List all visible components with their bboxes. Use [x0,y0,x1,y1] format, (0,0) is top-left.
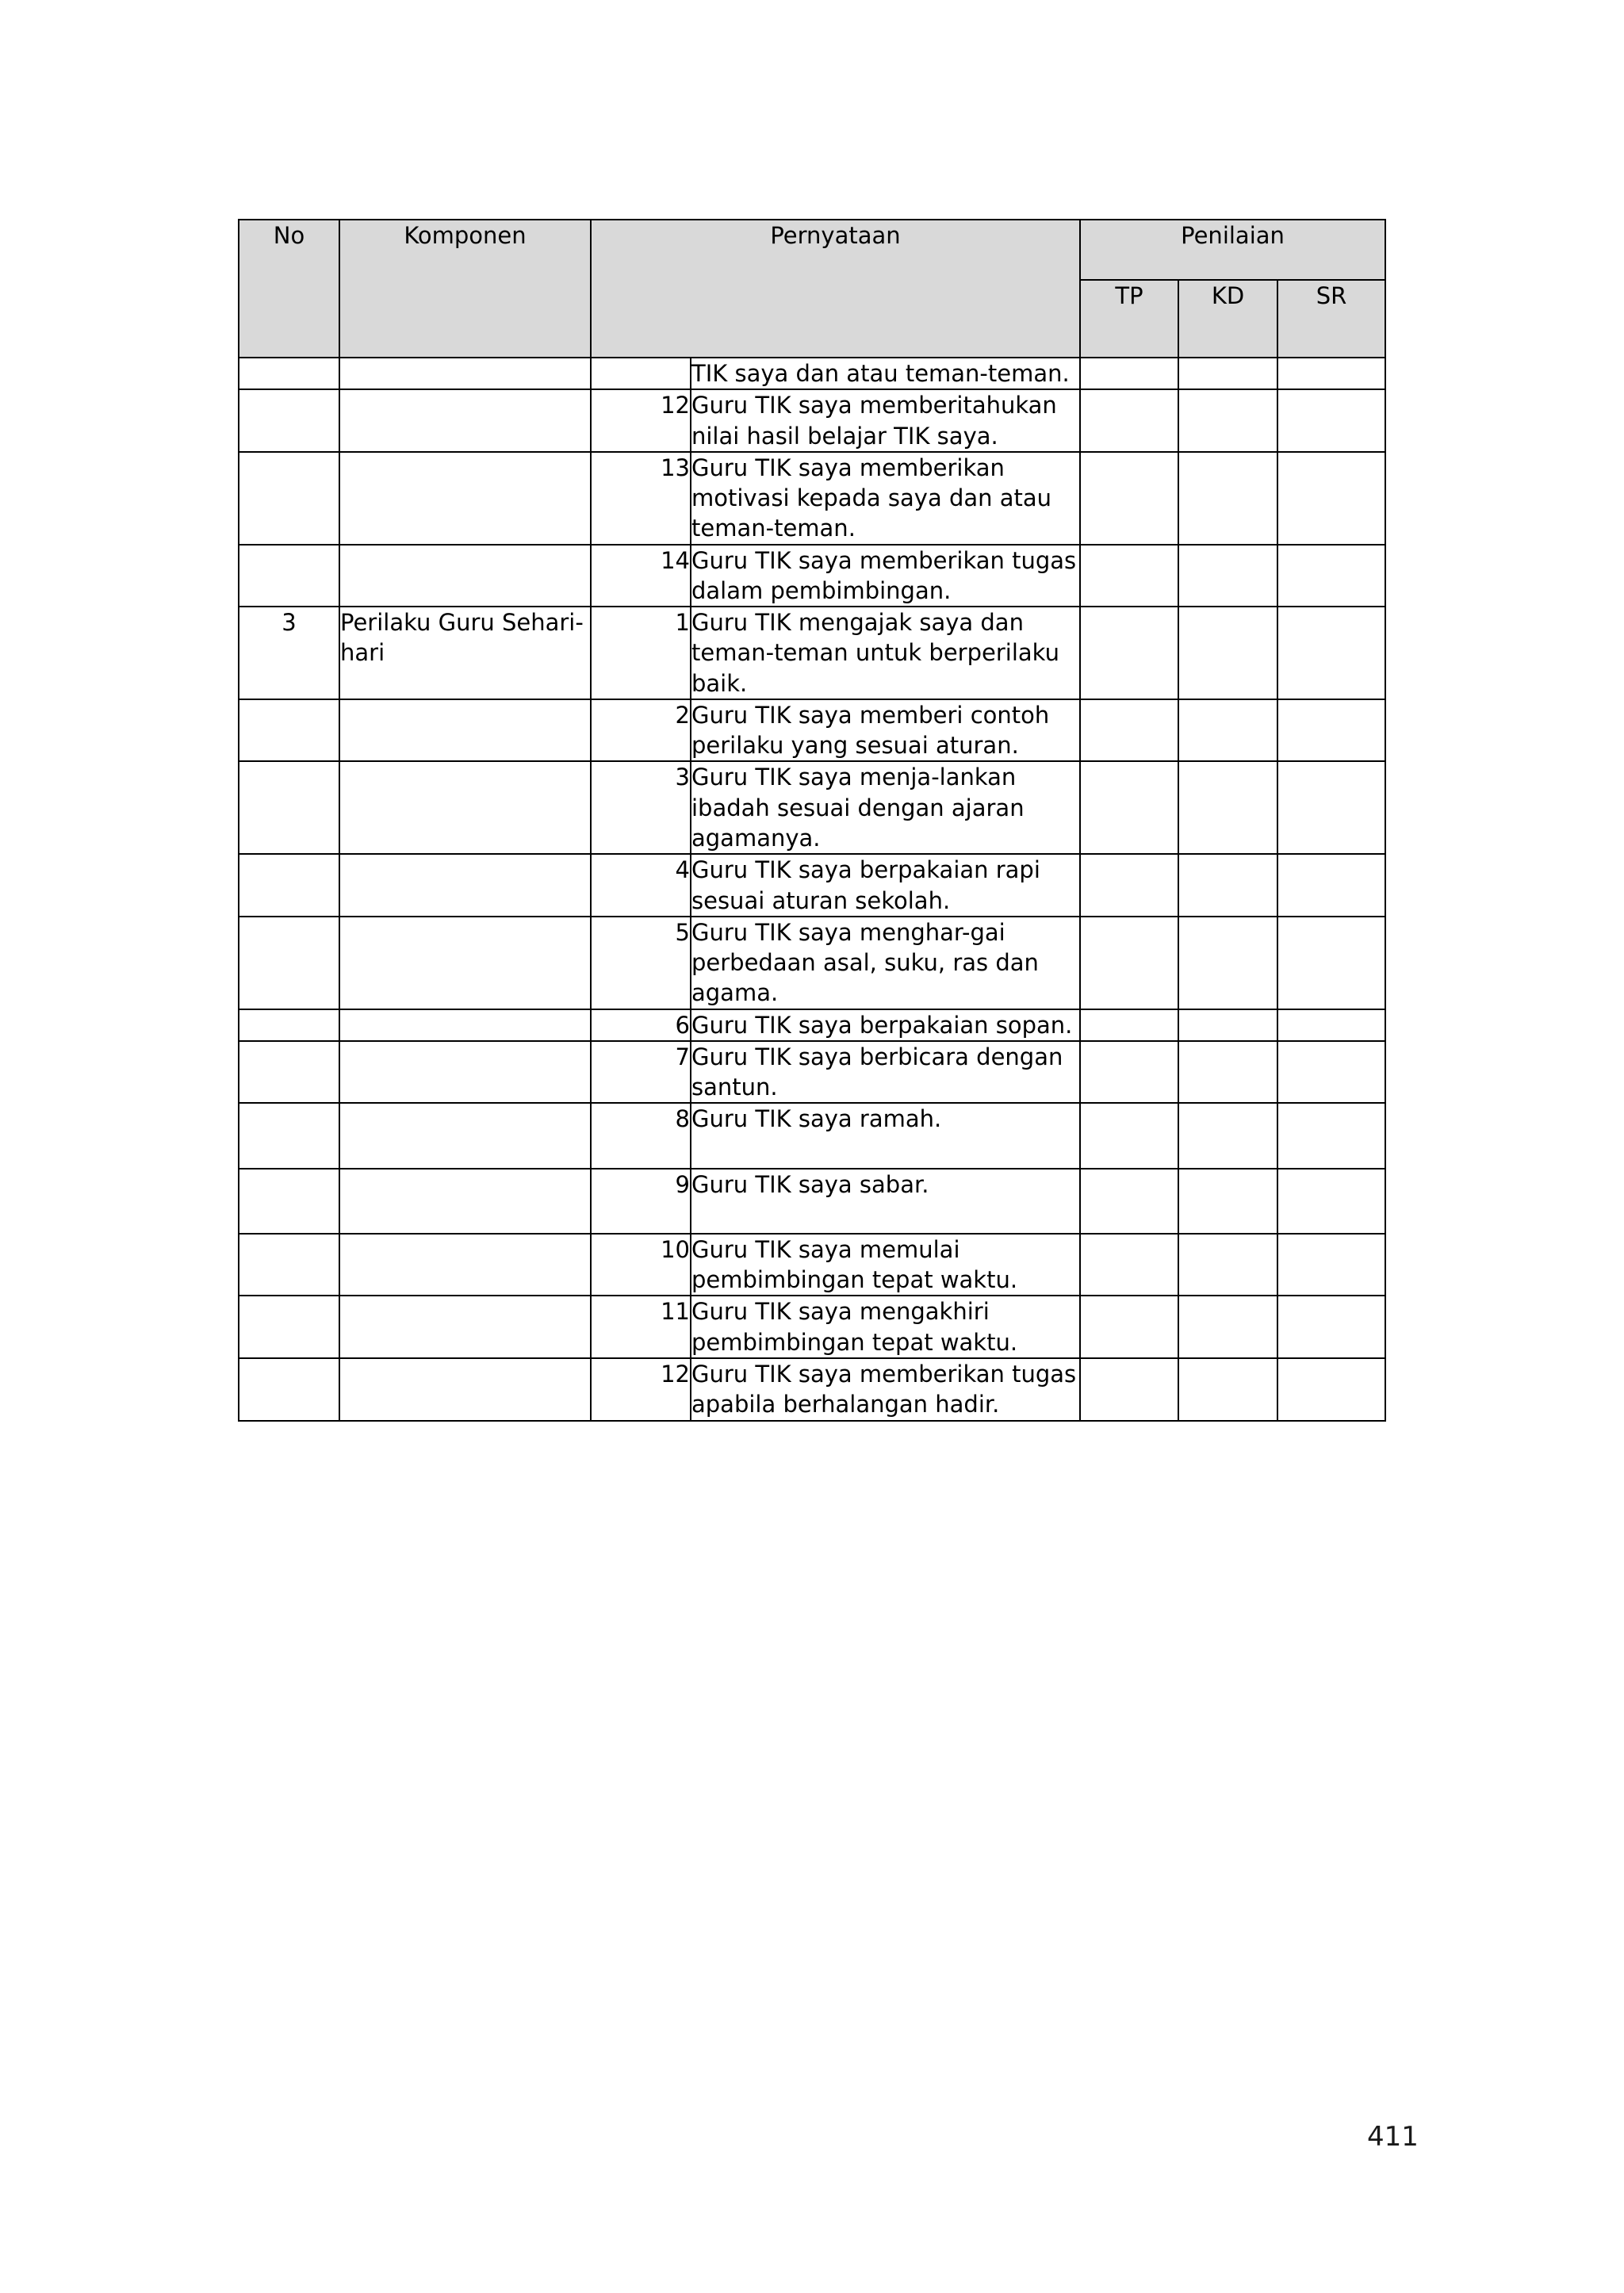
cell-rating-sr[interactable] [1277,854,1385,917]
cell-rating-kd[interactable] [1178,1234,1277,1296]
cell-item-number: 1 [591,607,691,699]
column-header-tp: TP [1080,280,1178,358]
column-header-no: No [239,220,339,358]
cell-komponen [339,1169,591,1234]
cell-komponen [339,1103,591,1168]
cell-komponen [339,854,591,917]
evaluation-table [238,219,1386,1422]
cell-no [239,545,339,607]
cell-item-number: 12 [591,1358,691,1421]
cell-rating-tp[interactable] [1080,1234,1178,1296]
cell-rating-sr[interactable] [1277,1169,1385,1234]
cell-item-number: 2 [591,699,691,762]
cell-komponen [339,452,591,545]
cell-no [239,917,339,1009]
cell-komponen [339,1234,591,1296]
cell-no [239,389,339,452]
cell-rating-tp[interactable] [1080,699,1178,762]
cell-rating-tp[interactable] [1080,1009,1178,1041]
cell-rating-tp[interactable] [1080,1103,1178,1168]
cell-rating-kd[interactable] [1178,1103,1277,1168]
cell-no [239,358,339,389]
cell-statement: Guru TIK saya ramah. [691,1103,1080,1168]
cell-rating-sr[interactable] [1277,1234,1385,1296]
header-row-primary [239,220,1385,280]
cell-item-number: 7 [591,1041,691,1104]
cell-komponen [339,699,591,762]
table-row [239,358,1385,389]
cell-rating-tp[interactable] [1080,607,1178,699]
cell-komponen [339,389,591,452]
cell-rating-sr[interactable] [1277,545,1385,607]
cell-komponen [339,1009,591,1041]
cell-rating-tp[interactable] [1080,1041,1178,1104]
cell-item-number: 14 [591,545,691,607]
cell-komponen: Perilaku Guru Sehari-hari [339,607,591,699]
table-header [239,220,1385,358]
column-header-komponen: Komponen [339,220,591,358]
cell-rating-kd[interactable] [1178,545,1277,607]
table-row [239,1009,1385,1041]
cell-rating-sr[interactable] [1277,1358,1385,1421]
cell-no [239,699,339,762]
page-number: 411 [1367,2121,1419,2153]
cell-rating-tp[interactable] [1080,452,1178,545]
table-row [239,1041,1385,1104]
cell-item-number: 12 [591,389,691,452]
cell-item-number: 6 [591,1009,691,1041]
column-header-pernyataan: Pernyataan [591,220,1080,358]
table-row [239,1296,1385,1358]
cell-statement: Guru TIK saya menghar-gai perbedaan asal, suku, ras dan agama. [691,917,1080,1009]
cell-item-number: 4 [591,854,691,917]
table-row [239,699,1385,762]
cell-komponen [339,545,591,607]
cell-no [239,854,339,917]
cell-komponen [339,917,591,1009]
cell-rating-sr[interactable] [1277,389,1385,452]
cell-no [239,452,339,545]
cell-statement: Guru TIK saya memberi contoh perilaku yang sesuai aturan. [691,699,1080,762]
cell-statement: Guru TIK saya sabar. [691,1169,1080,1234]
table-row [239,1103,1385,1168]
cell-rating-sr[interactable] [1277,917,1385,1009]
cell-statement: Guru TIK saya memberikan tugas dalam pembimbingan. [691,545,1080,607]
cell-rating-tp[interactable] [1080,854,1178,917]
cell-statement: Guru TIK saya berpakaian rapi sesuai aturan sekolah. [691,854,1080,917]
cell-rating-sr[interactable] [1277,1009,1385,1041]
cell-rating-kd[interactable] [1178,1296,1277,1358]
cell-statement: Guru TIK saya mengakhiri pembimbingan tepat waktu. [691,1296,1080,1358]
cell-rating-kd[interactable] [1178,358,1277,389]
cell-no [239,1103,339,1168]
cell-rating-sr[interactable] [1277,1103,1385,1168]
cell-rating-kd[interactable] [1178,1169,1277,1234]
cell-no [239,1169,339,1234]
cell-item-number: 10 [591,1234,691,1296]
cell-rating-tp[interactable] [1080,761,1178,854]
cell-item-number: 13 [591,452,691,545]
table-body [239,358,1385,1421]
cell-item-number: 3 [591,761,691,854]
cell-rating-tp[interactable] [1080,917,1178,1009]
cell-rating-tp[interactable] [1080,1358,1178,1421]
table-row [239,607,1385,699]
cell-item-number: 11 [591,1296,691,1358]
cell-komponen [339,1296,591,1358]
cell-statement: Guru TIK saya memulai pembimbingan tepat waktu. [691,1234,1080,1296]
table-row [239,917,1385,1009]
table-row [239,761,1385,854]
cell-rating-kd[interactable] [1178,761,1277,854]
table-row [239,1169,1385,1234]
table-row [239,1234,1385,1296]
cell-rating-sr[interactable] [1277,699,1385,762]
cell-rating-kd[interactable] [1178,389,1277,452]
cell-item-number: 5 [591,917,691,1009]
table-row [239,1358,1385,1421]
cell-statement: Guru TIK saya berbicara dengan santun. [691,1041,1080,1104]
cell-item-number: 8 [591,1103,691,1168]
cell-rating-kd[interactable] [1178,452,1277,545]
cell-rating-kd[interactable] [1178,1009,1277,1041]
cell-rating-sr[interactable] [1277,1296,1385,1358]
cell-rating-tp[interactable] [1080,545,1178,607]
table-row [239,452,1385,545]
column-header-penilaian: Penilaian [1080,220,1385,280]
cell-statement: Guru TIK saya memberitahukan nilai hasil belajar TIK saya. [691,389,1080,452]
cell-rating-tp[interactable] [1080,358,1178,389]
cell-no [239,1041,339,1104]
cell-statement: Guru TIK saya berpakaian sopan. [691,1009,1080,1041]
cell-komponen [339,1041,591,1104]
cell-no [239,761,339,854]
cell-rating-tp[interactable] [1080,389,1178,452]
cell-rating-kd[interactable] [1178,1041,1277,1104]
table-row [239,545,1385,607]
cell-rating-kd[interactable] [1178,917,1277,1009]
cell-rating-sr[interactable] [1277,761,1385,854]
cell-rating-sr[interactable] [1277,358,1385,389]
table-row [239,854,1385,917]
cell-statement: TIK saya dan atau teman-teman. [691,358,1080,389]
cell-rating-sr[interactable] [1277,607,1385,699]
cell-komponen [339,358,591,389]
cell-rating-sr[interactable] [1277,1041,1385,1104]
cell-item-number: 9 [591,1169,691,1234]
cell-statement: Guru TIK saya memberikan motivasi kepada saya dan atau teman-teman. [691,452,1080,545]
cell-komponen [339,1358,591,1421]
cell-no [239,1358,339,1421]
column-header-kd: KD [1178,280,1277,358]
cell-rating-tp[interactable] [1080,1296,1178,1358]
column-header-sr: SR [1277,280,1385,358]
cell-rating-tp[interactable] [1080,1169,1178,1234]
cell-statement: Guru TIK mengajak saya dan teman-teman untuk berperilaku baik. [691,607,1080,699]
cell-no [239,1234,339,1296]
cell-rating-kd[interactable] [1178,1358,1277,1421]
cell-no [239,1296,339,1358]
cell-item-number [591,358,691,389]
cell-statement: Guru TIK saya menja-lankan ibadah sesuai dengan ajaran agamanya. [691,761,1080,854]
cell-komponen [339,761,591,854]
cell-no [239,1009,339,1041]
cell-rating-kd[interactable] [1178,854,1277,917]
cell-rating-kd[interactable] [1178,607,1277,699]
cell-rating-kd[interactable] [1178,699,1277,762]
cell-no: 3 [239,607,339,699]
cell-rating-sr[interactable] [1277,452,1385,545]
cell-statement: Guru TIK saya memberikan tugas apabila berhalangan hadir. [691,1358,1080,1421]
table-row [239,389,1385,452]
